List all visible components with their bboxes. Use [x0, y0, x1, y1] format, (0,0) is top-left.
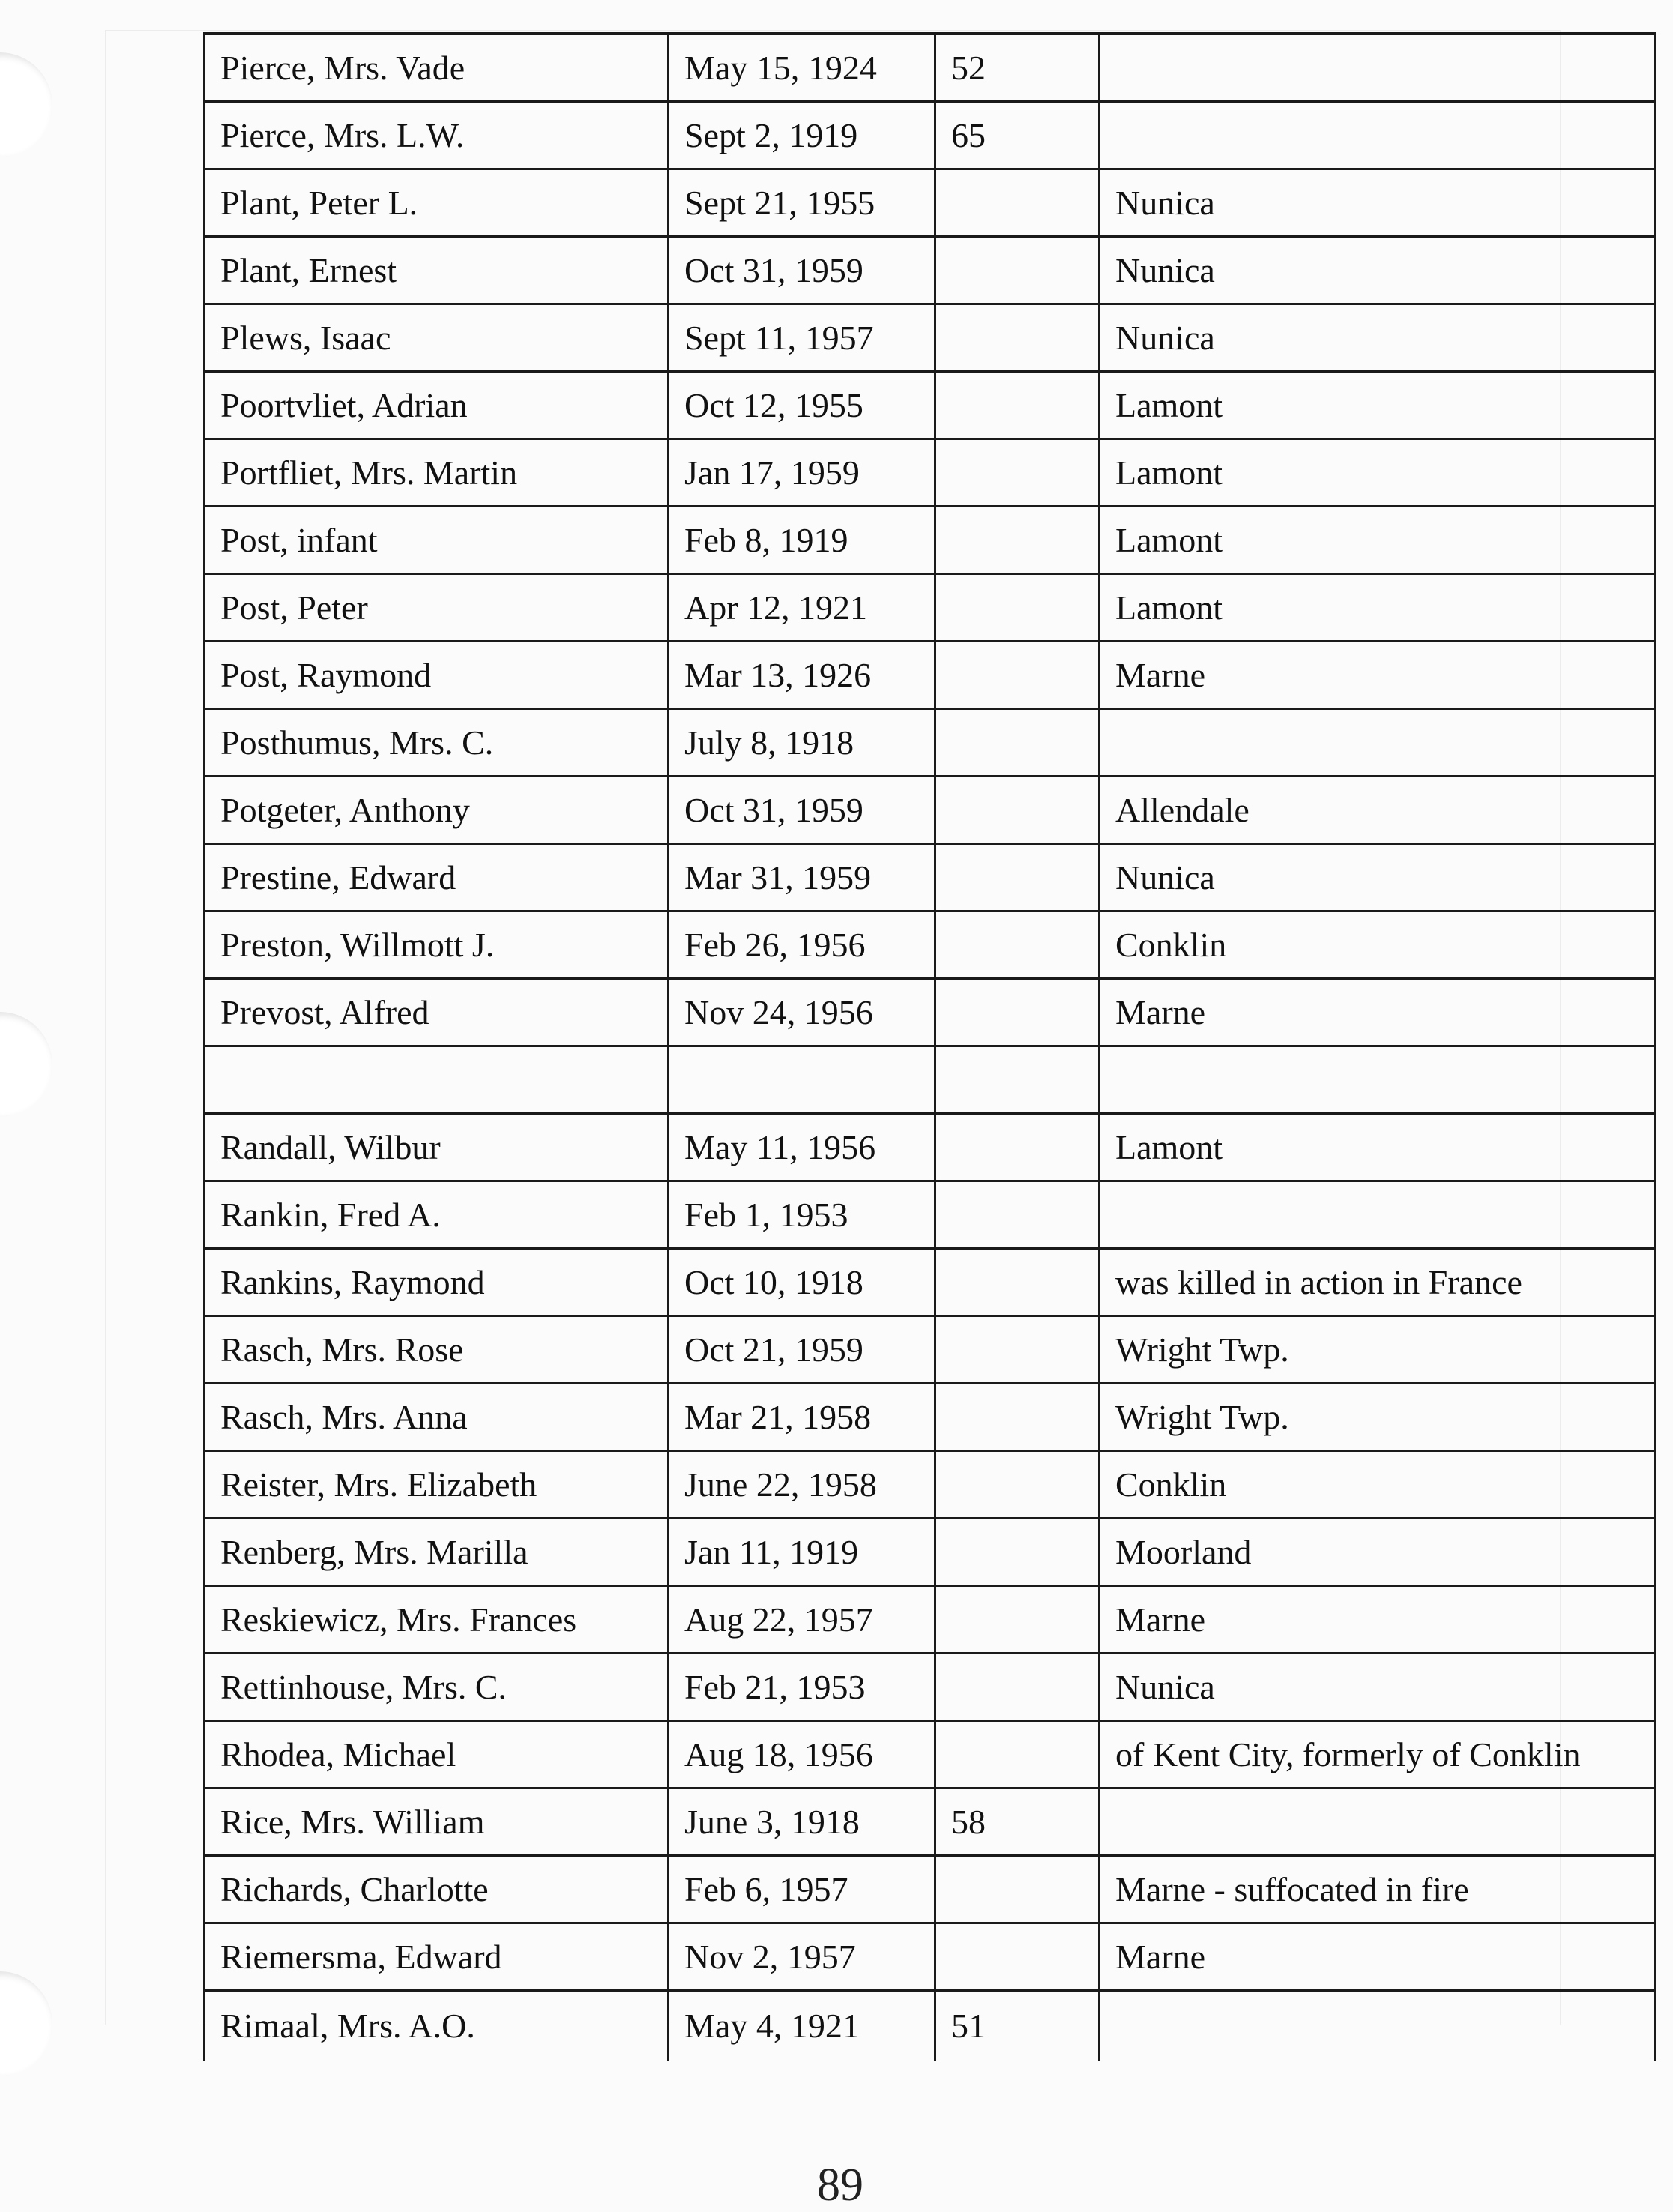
- table-row: [205, 1788, 1655, 1856]
- date-cell: Feb 1, 1953: [669, 1181, 935, 1249]
- place-cell: Lamont: [1100, 439, 1655, 507]
- name-cell: Plant, Peter L.: [205, 169, 669, 237]
- place-cell: was killed in action in France: [1100, 1249, 1655, 1316]
- age-cell: [935, 709, 1100, 777]
- place-cell: Lamont: [1100, 372, 1655, 439]
- table-row: [205, 1721, 1655, 1788]
- table-row: [205, 911, 1655, 979]
- name-cell: Rice, Mrs. William: [205, 1788, 669, 1856]
- date-cell: Oct 10, 1918: [669, 1249, 935, 1316]
- place-cell: Lamont: [1100, 1114, 1655, 1181]
- age-cell: 52: [935, 34, 1100, 102]
- date-cell: Aug 18, 1956: [669, 1721, 935, 1788]
- date-cell: [669, 1046, 935, 1114]
- date-cell: July 8, 1918: [669, 709, 935, 777]
- name-cell: Preston, Willmott J.: [205, 911, 669, 979]
- name-cell: Reister, Mrs. Elizabeth: [205, 1451, 669, 1519]
- date-cell: Mar 31, 1959: [669, 844, 935, 911]
- age-cell: [935, 979, 1100, 1046]
- age-cell: [935, 1384, 1100, 1451]
- name-cell: Rimaal, Mrs. A.O.: [205, 1991, 669, 2061]
- age-cell: [935, 1654, 1100, 1721]
- place-cell: Marne: [1100, 1923, 1655, 1991]
- table-row: [205, 1249, 1655, 1316]
- name-cell: Rankin, Fred A.: [205, 1181, 669, 1249]
- table-row: [205, 1519, 1655, 1586]
- name-cell: Poortvliet, Adrian: [205, 372, 669, 439]
- name-cell: Randall, Wilbur: [205, 1114, 669, 1181]
- age-cell: [935, 1586, 1100, 1654]
- table-row: [205, 1384, 1655, 1451]
- place-cell: Marne: [1100, 979, 1655, 1046]
- place-cell: Moorland: [1100, 1519, 1655, 1586]
- name-cell: Reskiewicz, Mrs. Frances: [205, 1586, 669, 1654]
- name-cell: Posthumus, Mrs. C.: [205, 709, 669, 777]
- place-cell: Marne - suffocated in fire: [1100, 1856, 1655, 1923]
- date-cell: Oct 21, 1959: [669, 1316, 935, 1384]
- date-cell: June 3, 1918: [669, 1788, 935, 1856]
- place-cell: Nunica: [1100, 304, 1655, 372]
- name-cell: Riemersma, Edward: [205, 1923, 669, 1991]
- table-row: [205, 1586, 1655, 1654]
- age-cell: [935, 1249, 1100, 1316]
- age-cell: [935, 1721, 1100, 1788]
- name-cell: Portfliet, Mrs. Martin: [205, 439, 669, 507]
- name-cell: Post, Raymond: [205, 642, 669, 709]
- name-cell: Plant, Ernest: [205, 237, 669, 304]
- age-cell: 58: [935, 1788, 1100, 1856]
- place-cell: Nunica: [1100, 1654, 1655, 1721]
- age-cell: [935, 642, 1100, 709]
- age-cell: [935, 844, 1100, 911]
- place-cell: [1100, 1991, 1655, 2061]
- age-cell: [935, 169, 1100, 237]
- place-cell: Nunica: [1100, 169, 1655, 237]
- table-row: [205, 574, 1655, 642]
- place-cell: Lamont: [1100, 574, 1655, 642]
- date-cell: June 22, 1958: [669, 1451, 935, 1519]
- place-cell: [1100, 1181, 1655, 1249]
- date-cell: Nov 24, 1956: [669, 979, 935, 1046]
- age-cell: [935, 1451, 1100, 1519]
- date-cell: Oct 12, 1955: [669, 372, 935, 439]
- age-cell: [935, 1114, 1100, 1181]
- place-cell: of Kent City, formerly of Conklin: [1100, 1721, 1655, 1788]
- date-cell: Oct 31, 1959: [669, 777, 935, 844]
- name-cell: Post, Peter: [205, 574, 669, 642]
- table-row: [205, 439, 1655, 507]
- name-cell: Rankins, Raymond: [205, 1249, 669, 1316]
- name-cell: Rettinhouse, Mrs. C.: [205, 1654, 669, 1721]
- name-cell: [205, 1046, 669, 1114]
- place-cell: Marne: [1100, 642, 1655, 709]
- place-cell: Allendale: [1100, 777, 1655, 844]
- table-row: [205, 1856, 1655, 1923]
- age-cell: [935, 1046, 1100, 1114]
- name-cell: Rasch, Mrs. Anna: [205, 1384, 669, 1451]
- date-cell: Apr 12, 1921: [669, 574, 935, 642]
- table-row: [205, 642, 1655, 709]
- table-row: [205, 1451, 1655, 1519]
- place-cell: [1100, 102, 1655, 169]
- age-cell: 51: [935, 1991, 1100, 2061]
- age-cell: [935, 911, 1100, 979]
- name-cell: Plews, Isaac: [205, 304, 669, 372]
- name-cell: Prevost, Alfred: [205, 979, 669, 1046]
- age-cell: [935, 1316, 1100, 1384]
- place-cell: [1100, 1788, 1655, 1856]
- table-row: [205, 979, 1655, 1046]
- place-cell: [1100, 34, 1655, 102]
- place-cell: Nunica: [1100, 237, 1655, 304]
- place-cell: [1100, 1046, 1655, 1114]
- date-cell: Mar 21, 1958: [669, 1384, 935, 1451]
- table-row: [205, 777, 1655, 844]
- age-cell: [935, 1519, 1100, 1586]
- date-cell: Feb 6, 1957: [669, 1856, 935, 1923]
- page-number: 89: [817, 2160, 863, 2211]
- age-cell: [935, 237, 1100, 304]
- age-cell: [935, 507, 1100, 574]
- table-row: [205, 169, 1655, 237]
- burial-record-body: [205, 34, 1655, 2061]
- place-cell: Conklin: [1100, 911, 1655, 979]
- age-cell: [935, 1923, 1100, 1991]
- date-cell: Feb 21, 1953: [669, 1654, 935, 1721]
- table-row: [205, 844, 1655, 911]
- punch-hole-top: [0, 52, 52, 157]
- date-cell: Aug 22, 1957: [669, 1586, 935, 1654]
- table-row: [205, 709, 1655, 777]
- age-cell: [935, 372, 1100, 439]
- table-row: [205, 102, 1655, 169]
- date-cell: May 4, 1921: [669, 1991, 935, 2061]
- punch-hole-bottom: [0, 1971, 52, 2076]
- name-cell: Rasch, Mrs. Rose: [205, 1316, 669, 1384]
- date-cell: Jan 17, 1959: [669, 439, 935, 507]
- table-row: [205, 1991, 1655, 2061]
- table-row: [205, 1654, 1655, 1721]
- age-cell: [935, 1856, 1100, 1923]
- place-cell: Wright Twp.: [1100, 1316, 1655, 1384]
- date-cell: May 15, 1924: [669, 34, 935, 102]
- date-cell: Feb 26, 1956: [669, 911, 935, 979]
- age-cell: [935, 1181, 1100, 1249]
- age-cell: 65: [935, 102, 1100, 169]
- table-row: [205, 34, 1655, 102]
- date-cell: Oct 31, 1959: [669, 237, 935, 304]
- date-cell: Mar 13, 1926: [669, 642, 935, 709]
- name-cell: Rhodea, Michael: [205, 1721, 669, 1788]
- table-row: [205, 237, 1655, 304]
- age-cell: [935, 304, 1100, 372]
- place-cell: Nunica: [1100, 844, 1655, 911]
- table-row: [205, 1046, 1655, 1114]
- place-cell: Wright Twp.: [1100, 1384, 1655, 1451]
- place-cell: [1100, 709, 1655, 777]
- date-cell: May 11, 1956: [669, 1114, 935, 1181]
- punch-hole-middle: [0, 1012, 52, 1117]
- age-cell: [935, 777, 1100, 844]
- date-cell: Sept 11, 1957: [669, 304, 935, 372]
- table-row: [205, 507, 1655, 574]
- table-row: [205, 304, 1655, 372]
- name-cell: Pierce, Mrs. Vade: [205, 34, 669, 102]
- table-row: [205, 1114, 1655, 1181]
- table-row: [205, 1316, 1655, 1384]
- name-cell: Potgeter, Anthony: [205, 777, 669, 844]
- date-cell: Nov 2, 1957: [669, 1923, 935, 1991]
- table-row: [205, 372, 1655, 439]
- name-cell: Prestine, Edward: [205, 844, 669, 911]
- name-cell: Pierce, Mrs. L.W.: [205, 102, 669, 169]
- date-cell: Sept 2, 1919: [669, 102, 935, 169]
- date-cell: Jan 11, 1919: [669, 1519, 935, 1586]
- burial-record-table: [203, 32, 1656, 2061]
- name-cell: Renberg, Mrs. Marilla: [205, 1519, 669, 1586]
- place-cell: Marne: [1100, 1586, 1655, 1654]
- date-cell: Sept 21, 1955: [669, 169, 935, 237]
- place-cell: Conklin: [1100, 1451, 1655, 1519]
- name-cell: Post, infant: [205, 507, 669, 574]
- table-row: [205, 1181, 1655, 1249]
- name-cell: Richards, Charlotte: [205, 1856, 669, 1923]
- date-cell: Feb 8, 1919: [669, 507, 935, 574]
- table-row: [205, 1923, 1655, 1991]
- age-cell: [935, 439, 1100, 507]
- age-cell: [935, 574, 1100, 642]
- place-cell: Lamont: [1100, 507, 1655, 574]
